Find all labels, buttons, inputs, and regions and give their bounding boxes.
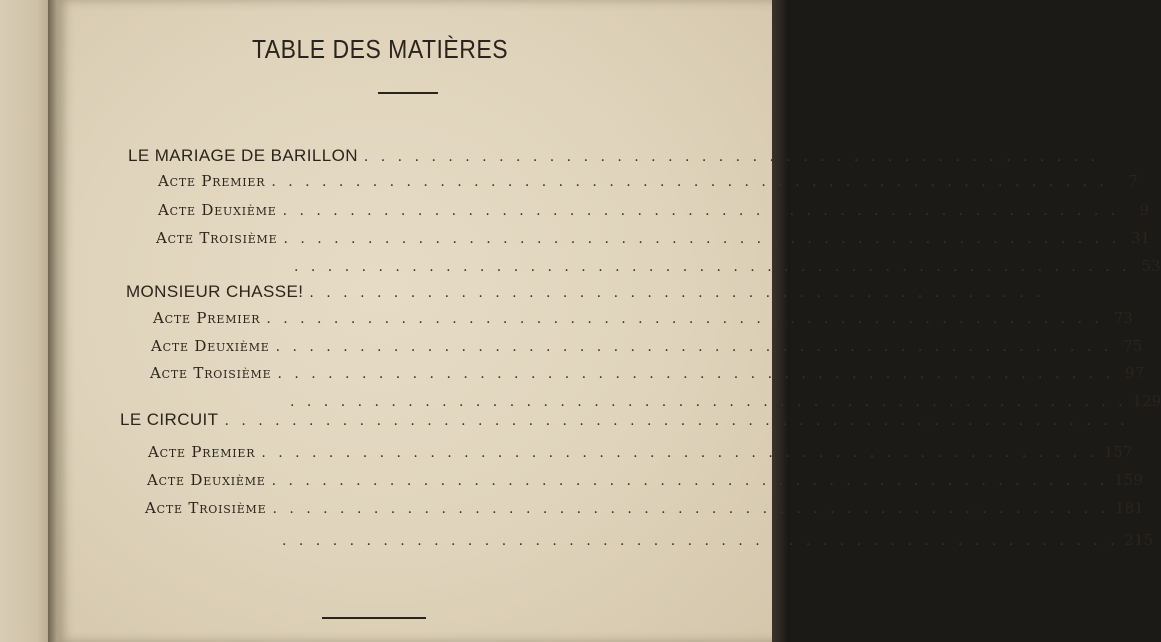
act-label: Acte Deuxième: [147, 471, 266, 489]
dot-leader: . . . . . . . . . . . . . . . . . . . . . . . . . . . . . . . . . . . . . . . . . . . . . . . . . .: [282, 203, 1120, 219]
dot-leader: . . . . . . . . . . . . . . . . . . . . . . . . . . . . . . . . . . . . . . . . . . . . . . . . . .: [266, 311, 1103, 327]
dot-leader: . . . . . . . . . . . . . . . . . . . . . . . . . . . . . . . . . . . . . . . . . . . . . . . . . .: [283, 231, 1121, 247]
act-label: Acte Deuxième: [158, 201, 277, 219]
page-number: 181: [1115, 499, 1144, 517]
toc-entry: [158, 172, 1138, 190]
toc-entry: [284, 392, 1161, 410]
page-number: 75: [1123, 337, 1143, 355]
dot-leader: . . . . . . . . . . . . . . . . . . . . . . . . . . . . . . . . . . . . . . . . . . . .: [309, 285, 1045, 301]
act-label: Acte Deuxième: [151, 337, 270, 355]
dot-leader: . . . . . . . . . . . . . . . . . . . . . . . . . . . . . . . . . . . . . . . . . . . . . . . . . .: [271, 174, 1108, 190]
dot-leader: . . . . . . . . . . . . . . . . . . . . . . . . . . . . . . . . . . . . . . . . . . . . . . . . . .: [275, 339, 1113, 355]
page-number: 157: [1103, 443, 1133, 461]
section-title: LE MARIAGE DE BARILLON: [128, 146, 358, 165]
dot-leader: . . . . . . . . . . . . . . . . . . . . . . . . . . . . . . . . . . . . . . . . . . . . . . . . . . . . . .: [224, 413, 1129, 429]
act-label: Acte Premier: [148, 443, 256, 461]
toc-entry: [150, 364, 1145, 382]
title-rule: [378, 92, 438, 94]
page-number: 53: [1141, 257, 1161, 275]
dot-leader: . . . . . . . . . . . . . . . . . . . . . . . . . . . . . . . . . . . . . . . . . . . . . . . . . .: [277, 366, 1115, 382]
dot-leader: . . . . . . . . . . . . . . . . . . . . . . . . . . . . . . . . . . . . . . . . . . . . . . . . . .: [261, 445, 1098, 461]
toc-entry: [153, 309, 1133, 327]
page-number: 31: [1130, 229, 1151, 247]
section-title: MONSIEUR CHASSE!: [126, 282, 304, 301]
toc-section-title: [126, 282, 1045, 302]
left-page-edge: [0, 0, 52, 642]
dot-leader: . . . . . . . . . . . . . . . . . . . . . . . . . . . . . . . . . . . . . . . . . . . . . . . . . .: [294, 259, 1131, 275]
act-label: Acte Troisième: [145, 499, 267, 517]
dot-leader: . . . . . . . . . . . . . . . . . . . . . . . . . . . . . . . . . . . . . . . . . . . .: [363, 149, 1100, 165]
toc-entry: [145, 499, 1144, 517]
toc-entry: [151, 337, 1143, 355]
toc-entry: [158, 201, 1150, 219]
bottom-rule: [322, 617, 426, 619]
dot-leader: . . . . . . . . . . . . . . . . . . . . . . . . . . . . . . . . . . . . . . . . . . . . . . . . . .: [290, 394, 1127, 410]
toc-entry: [147, 471, 1143, 489]
toc-section-title: [128, 146, 1100, 166]
page-title: TABLE DES MATIÈRES: [251, 34, 509, 64]
act-label: Acte Premier: [153, 309, 261, 327]
dot-leader: . . . . . . . . . . . . . . . . . . . . . . . . . . . . . . . . . . . . . . . . . . . . . . . . . .: [271, 473, 1109, 489]
toc-entry: [288, 257, 1161, 275]
page-number: 7: [1128, 172, 1138, 190]
act-label: Acte Premier: [158, 172, 266, 190]
dot-leader: . . . . . . . . . . . . . . . . . . . . . . . . . . . . . . . . . . . . . . . . . . . . . . . . . .: [282, 533, 1119, 549]
page-number: 159: [1114, 471, 1143, 489]
dot-leader: . . . . . . . . . . . . . . . . . . . . . . . . . . . . . . . . . . . . . . . . . . . . . . . . . .: [272, 501, 1110, 517]
toc-section-title: [120, 410, 1129, 430]
act-label: Acte Troisième: [156, 229, 278, 247]
act-label: Acte Troisième: [150, 364, 272, 382]
toc-entry: [148, 443, 1133, 461]
page-number: 73: [1113, 309, 1133, 327]
toc-entry: [276, 531, 1154, 549]
page-number: 97: [1124, 364, 1145, 382]
page-number: 129: [1132, 392, 1161, 410]
section-title: LE CIRCUIT: [120, 410, 219, 429]
page-number: 215: [1124, 531, 1154, 549]
toc-entry: [156, 229, 1151, 247]
page-number: 9: [1139, 201, 1150, 219]
